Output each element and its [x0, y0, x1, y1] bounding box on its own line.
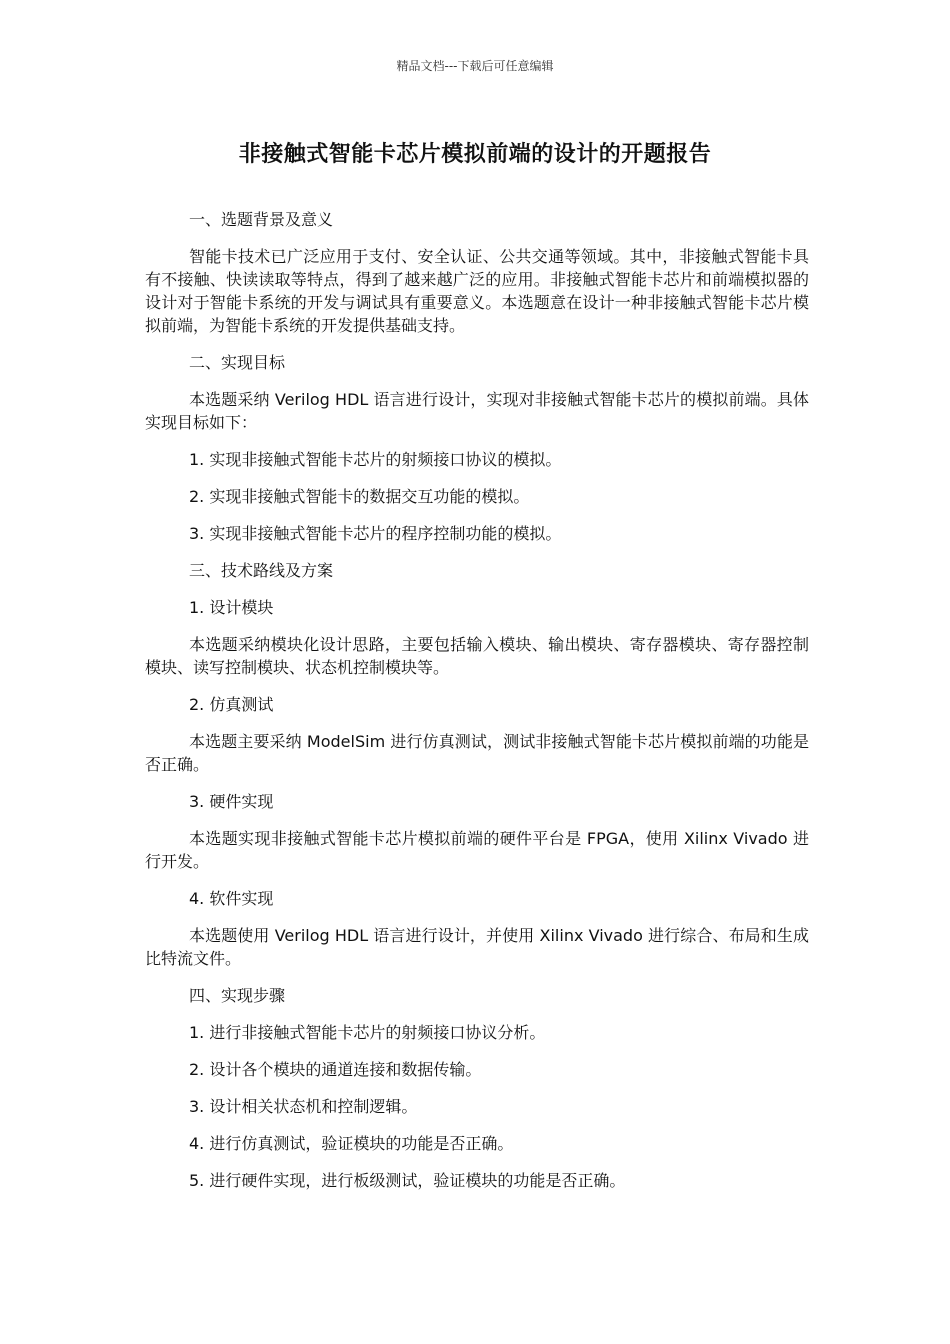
document-body: [145, 208, 809, 1206]
step-item-1: 1. 进行非接触式智能卡芯片的射频接口协议分析。: [189, 1023, 546, 1042]
goal-item-3: 3. 实现非接触式智能卡芯片的程序控制功能的模拟。: [189, 524, 562, 543]
subheading-software: 4. 软件实现: [189, 889, 274, 908]
subheading-simulation: 2. 仿真测试: [189, 695, 274, 714]
subheading-hardware: 3. 硬件实现: [189, 792, 274, 811]
section-heading-goals: 二、实现目标: [189, 353, 286, 372]
step-item-2: 2. 设计各个模块的通道连接和数据传输。: [189, 1060, 482, 1079]
section-heading-technical-route: 三、技术路线及方案: [189, 561, 334, 580]
paragraph-simulation: 本选题主要采纳 ModelSim 进行仿真测试，测试非接触式智能卡芯片模拟前端的功能是否正确。: [145, 732, 809, 774]
goal-item-1: 1. 实现非接触式智能卡芯片的射频接口协议的模拟。: [189, 450, 562, 469]
goal-item-2: 2. 实现非接触式智能卡的数据交互功能的模拟。: [189, 487, 530, 506]
header-note: 精品文档---下载后可任意编辑: [396, 59, 554, 73]
paragraph-software: 本选题使用 Verilog HDL 语言进行设计，并使用 Xilinx Vivado 进行综合、布局和生成比特流文件。: [145, 926, 809, 968]
paragraph-hardware: 本选题实现非接触式智能卡芯片模拟前端的硬件平台是 FPGA，使用 Xilinx Vivado 进行开发。: [145, 829, 809, 871]
step-item-5: 5. 进行硬件实现，进行板级测试，验证模块的功能是否正确。: [189, 1171, 626, 1190]
document-title: 非接触式智能卡芯片模拟前端的设计的开题报告: [238, 142, 712, 167]
subheading-design-modules: 1. 设计模块: [189, 598, 274, 617]
paragraph-background: 智能卡技术已广泛应用于支付、安全认证、公共交通等领域。其中，非接触式智能卡具有不接触、快读读取等特点，得到了越来越广泛的应用。非接触式智能卡芯片和前端模拟器的设计对于智能卡系统的开发与调试具有重要意义。本选题意在设计一种非接触式智能卡芯片模拟前端，为智能卡系统的开发提供基础支持。: [145, 247, 809, 335]
section-heading-steps: 四、实现步骤: [189, 986, 286, 1005]
step-item-3: 3. 设计相关状态机和控制逻辑。: [189, 1097, 418, 1116]
paragraph-design-modules: 本选题采纳模块化设计思路，主要包括输入模块、输出模块、寄存器模块、寄存器控制模块、读写控制模块、状态机控制模块等。: [145, 635, 809, 677]
section-heading-background: 一、选题背景及意义: [189, 210, 334, 229]
paragraph-goals-intro: 本选题采纳 Verilog HDL 语言进行设计，实现对非接触式智能卡芯片的模拟前端。具体实现目标如下：: [145, 390, 809, 432]
step-item-4: 4. 进行仿真测试，验证模块的功能是否正确。: [189, 1134, 514, 1153]
